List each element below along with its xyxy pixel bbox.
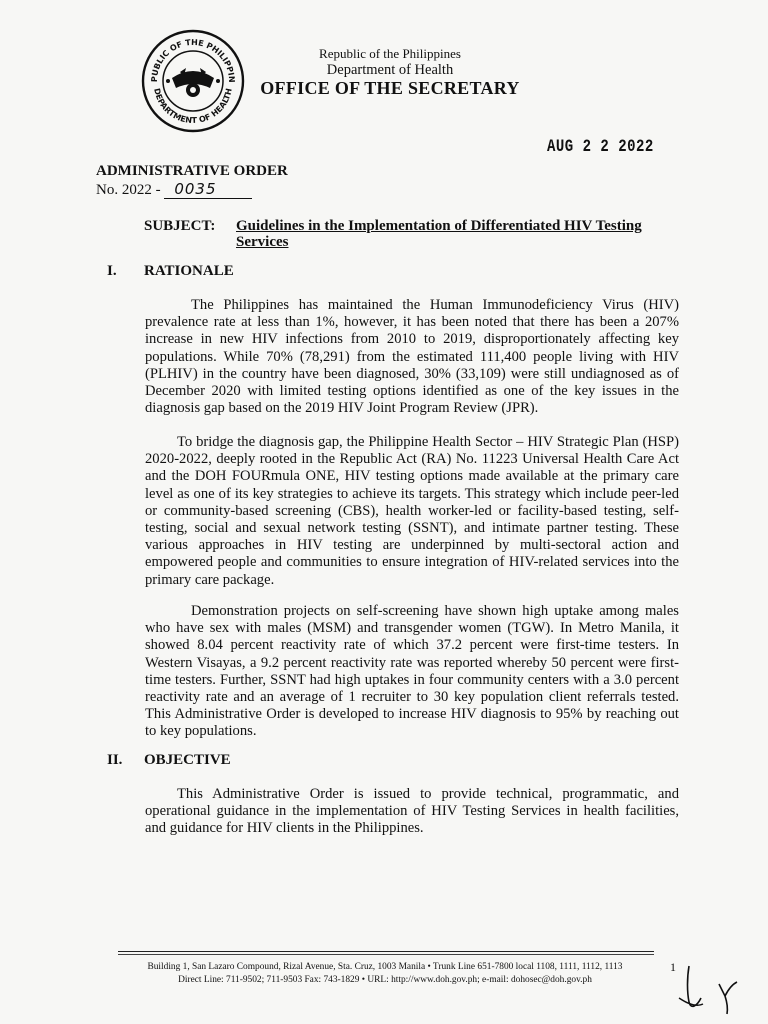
page-number: 1 bbox=[670, 960, 676, 974]
letterhead-office: OFFICE OF THE SECRETARY bbox=[260, 78, 520, 98]
letterhead-republic: Republic of the Philippines bbox=[319, 46, 461, 61]
handwritten-initials bbox=[675, 958, 745, 1018]
date-stamp: AUG 2 2 2022 bbox=[547, 137, 654, 157]
section-2-number: II. bbox=[107, 752, 123, 768]
order-title: ADMINISTRATIVE ORDER bbox=[96, 163, 288, 179]
subject-text bbox=[236, 218, 666, 250]
subject-line-1: Guidelines in the Implementation of Differentiated HIV Testing bbox=[236, 218, 642, 234]
order-number-line bbox=[96, 180, 252, 199]
seal-ring-text-top: PUBLIC OF THE PHILIPPIN bbox=[149, 37, 237, 83]
footer-contact: Direct Line: 711-9502; 711-9503 Fax: 743-1829 • URL: http://www.doh.gov.ph; e-mail: dohosec@doh.gov.ph bbox=[178, 975, 592, 985]
section-1-title: RATIONALE bbox=[144, 263, 234, 279]
letterhead-department: Department of Health bbox=[326, 62, 454, 78]
seal-ring-text-bottom: DEPARTMENT OF HEALTH bbox=[152, 87, 234, 126]
rationale-paragraph-2: To bridge the diagnosis gap, the Philippine Health Sector – HIV Strategic Plan (HSP) 2020-2022, deeply rooted in the Republic Act (RA) No. 11223 Universal Health Care Act and the DOH FOURmula ONE, HIV testing options made available at the primary care level as one of its key strategies to achieve its targets. This strategy which include peer-led or community-based screening (CBS), health worker-led or facility-based testing, self-testing, social and sexual network testing (SSNT), and intimate partner testing. These various approaches in HIV testing are underpinned by multi-sectoral action and empowered people and communities to ensure integration of HIV-related services into the primary care package. bbox=[145, 434, 679, 588]
order-number-value: 0035 bbox=[164, 180, 252, 199]
rationale-paragraph-3: Demonstration projects on self-screening have shown high uptake among males who have sex with males (MSM) and transgender women (TGW). In Metro Manila, it showed 8.04 percent reactivity rate of which 37.2 percent were first-time testers. In Western Visayas, a 9.2 percent reactivity rate was reported whereby 50 percent were first-time testers. Further, SSNT had high uptakes in four community centers with a 3.0 percent reactivity rate and an average of 1 recruiter to 30 key population client referrals tested. This Administrative Order is developed to increase HIV diagnosis to 95% by reaching out to key populations. bbox=[145, 603, 679, 740]
rationale-paragraph-1: The Philippines has maintained the Human Immunodeficiency Virus (HIV) prevalence rate at less than 1%, however, it has been noted that there has been a 207% increase in new HIV infections from 2010 to 2019, disproportionately affecting key populations. While 70% (78,291) from the estimated 111,400 people living with HIV (PLHIV) in the country have been diagnosed, 30% (33,109) were still undiagnosed as of December 2020 with limited testing options identified as one of the key issues in the diagnosis gap based on the 2019 HIV Joint Program Review (JPR). bbox=[145, 297, 679, 417]
objective-paragraph-1: This Administrative Order is issued to provide technical, programmatic, and operational guidance in the implementation of HIV Testing Services in health facilities, and guidance for HIV clients in the Philippines. bbox=[145, 786, 679, 837]
footer-address: Building 1, San Lazaro Compound, Rizal Avenue, Sta. Cruz, 1003 Manila • Trunk Line 651-7800 local 1108, 1111, 1112, 1113 bbox=[147, 962, 623, 972]
subject-label: SUBJECT: bbox=[144, 218, 216, 234]
footer-rule-thin bbox=[118, 954, 654, 955]
subject-line-2: Services bbox=[236, 234, 289, 250]
footer-rule bbox=[118, 951, 654, 952]
section-1-number: I. bbox=[107, 263, 117, 279]
section-2-title: OBJECTIVE bbox=[144, 752, 231, 768]
order-number-prefix: No. 2022 - bbox=[96, 182, 161, 198]
